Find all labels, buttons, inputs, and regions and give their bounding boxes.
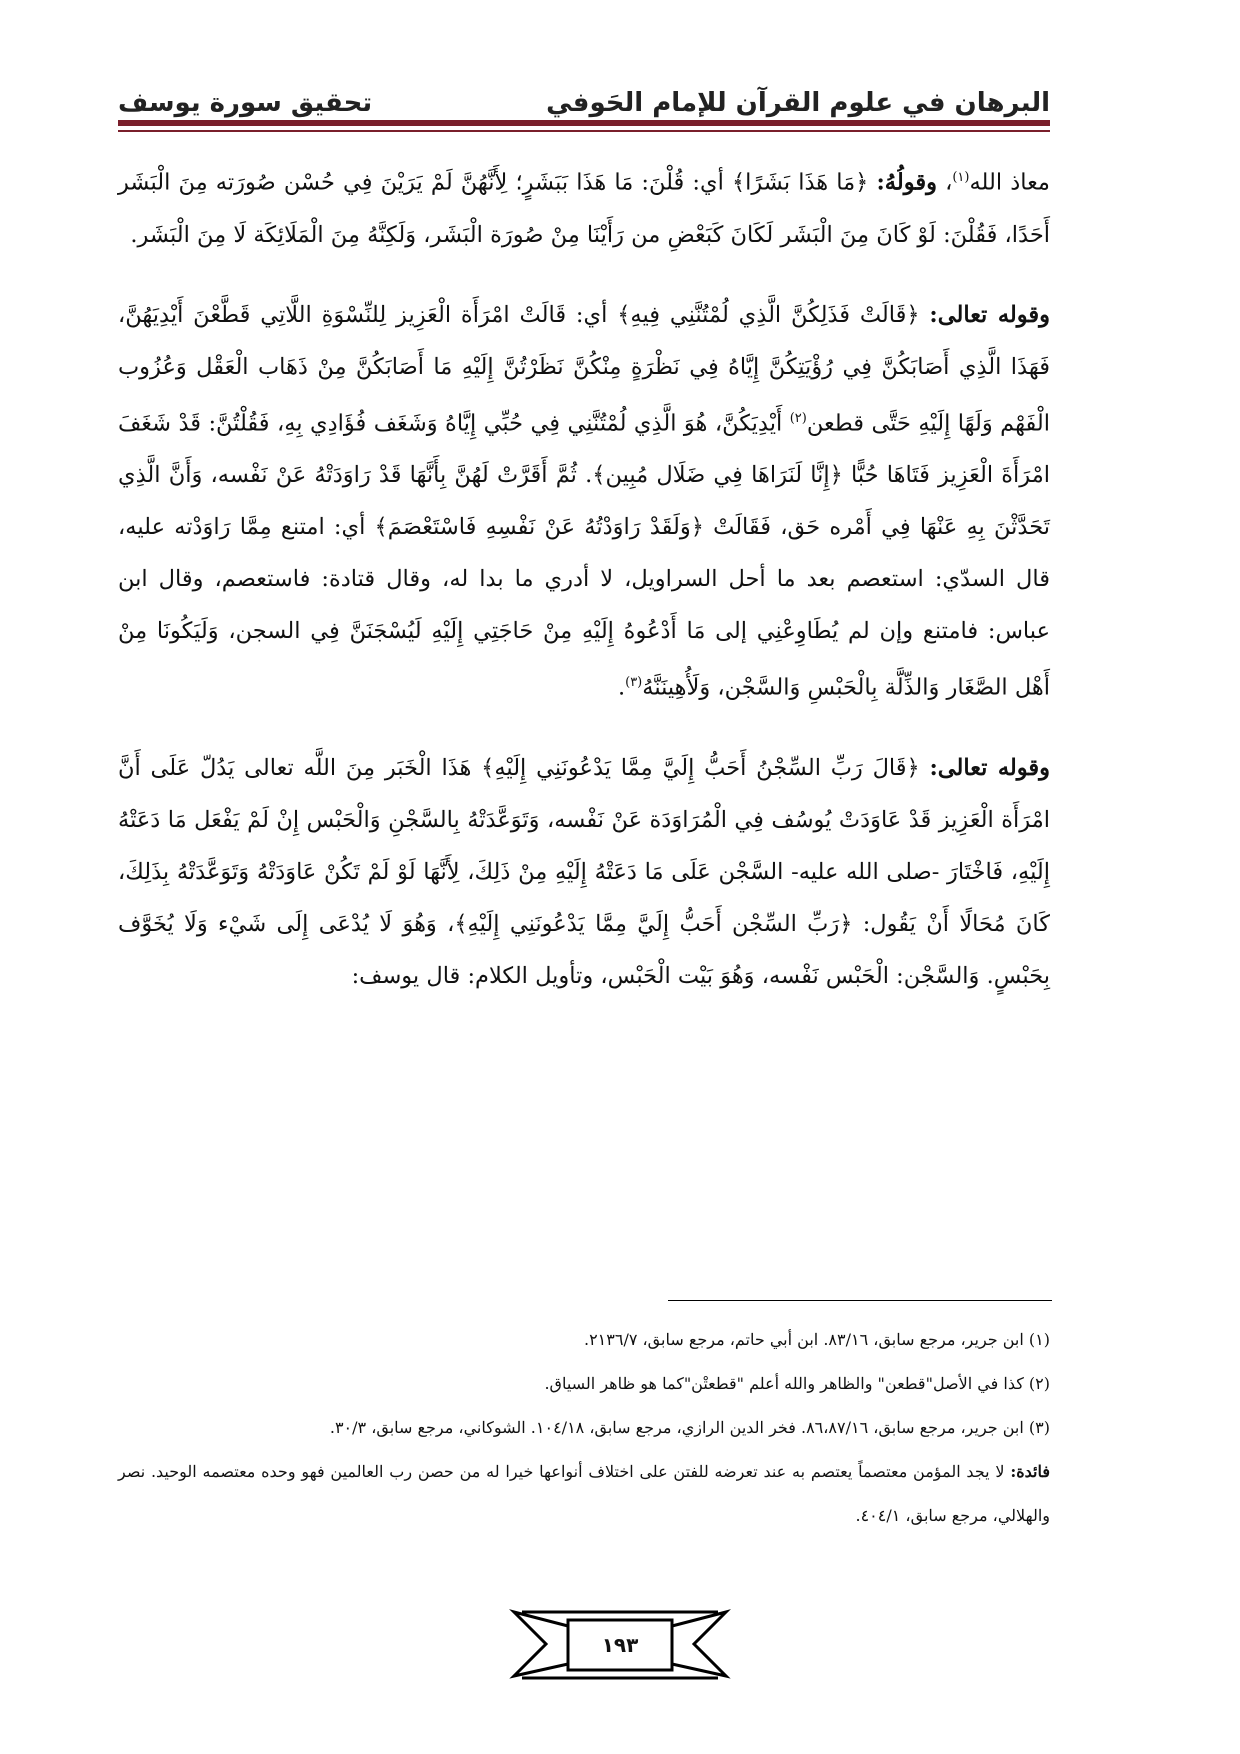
footnote-ref[interactable]: (٣)	[625, 675, 643, 690]
footnote-benefit	[118, 1450, 1050, 1538]
footnote-ref[interactable]: (١)	[952, 170, 970, 185]
verse-lead: وقولُهُ:	[876, 169, 937, 196]
paragraph-2	[118, 289, 1050, 714]
paragraph-text: ،	[936, 169, 953, 196]
paragraph-text: أَيْدِيَكُنَّ، هُوَ الَّذِي لُمْتُنَّنِي فِي حُبِّي إِيَّاهُ وَشَغَف فُؤَادِي بِهِ، فَقُلْتُنَّ: قَدْ شَغَفَ امْرَأَةَ الْعَزِيز فَتَاهَا حُبًّا ﴿إِنَّا لَنَرَاهَا فِي ضَلَال مُبِين﴾. ثُمَّ أَقَرَّتْ لَهُنَّ بِأَنَّهَا قَدْ رَاوَدَتْهُ عَنْ نَفْسه، وَأَنَّ الَّذِي تَحَدَّثْنَ بِهِ عَنْهَا فِي أَمْره حَق، فَقَالَتْ ﴿وَلَقَدْ رَاوَدْتُهُ عَنْ نَفْسِهِ فَاسْتَعْصَمَ﴾ أي: امتنع مِمَّا رَاوَدْته عليه، قال السدّي: استعصم بعد ما أحل السراويل، لا أدري ما بدا له، وقال قتادة: فاستعصم، وقال ابن عباس: فامتنع وإن لم يُطَاوِعْنِي إلى مَا أَدْعُوهُ إِلَيْهِ مِنْ حَاجَتِي إِلَيْهِ لَيُسْجَنَنَّ فِي السجن، وَلَيَكُونَا مِنْ أَهْل الصَّغَار وَالذِّلَّة بِالْحَبْسِ وَالسَّجْن، وَلَأُهِينَنَّهُ	[118, 410, 1050, 701]
footnote-3: (٣) ابن جرير، مرجع سابق، ٨٦،٨٧/١٦. فخر الدين الرازي، مرجع سابق، ١٠٤/١٨. الشوكاني، مرجع سابق، ٣٠/٣.	[329, 1418, 1050, 1437]
footnotes	[118, 1318, 1050, 1538]
section-title: تحقيق سورة يوسف	[118, 88, 373, 118]
paragraph-text: ﴿مَا هَذَا بَشَرًا﴾ أي: قُلْنَ: مَا هَذَا بَبَشَرٍ؛ لِأَنَّهُنَّ لَمْ يَرَيْنَ فِي حُسْن صُورَته مِنَ الْبَشَر أَحَدًا، فَقُلْنَ: لَوْ كَانَ مِنَ الْبَشَر لَكَانَ كَبَعْضِ من رَأَيْنَا مِنْ صُورَة الْبَشَر، وَلَكِنَّهُ مِنَ الْمَلَائِكَة لَا مِنَ الْبَشَر.	[118, 169, 1050, 248]
footnote-1: (١) ابن جرير، مرجع سابق، ٨٣/١٦. ابن أبي حاتم، مرجع سابق، ٢١٣٦/٧.	[583, 1330, 1050, 1349]
paragraph-text: ﴿قَالَ رَبِّ السِّجْنُ أَحَبُّ إِلَيَّ مِمَّا يَدْعُونَنِي إِلَيْهِ﴾ هَذَا الْخَبَر مِنَ اللَّه تعالى يَدُلّ عَلَى أَنَّ امْرَأَة الْعَزِيز قَدْ عَاوَدَتْ يُوسُف فِي الْمُرَاوَدَة عَنْ نَفْسه، وَتَوَعَّدَتْهُ بِالسَّجْنِ وَالْحَبْس إِنْ لَمْ يَفْعَل مَا دَعَتْهُ إِلَيْهِ، فَاخْتَارَ -صلى الله عليه- السَّجْن عَلَى مَا دَعَتْهُ إِلَيْهِ مِنْ ذَلِكَ، لِأَنَّهَا لَوْ لَمْ تَكُنْ عَاوَدَتْهُ وَتَوَعَّدَتْهُ بِذَلِكَ، كَانَ مُحَالًا أَنْ يَقُول: ﴿رَبِّ السِّجْن أَحَبُّ إِلَيَّ مِمَّا يَدْعُونَنِي إِلَيْهِ﴾، وَهُوَ لَا يُدْعَى إِلَى شَيْء وَلَا يُخَوَّف بِحَبْسٍ. وَالسَّجْن: الْحَبْس نَفْسه، وَهُوَ بَيْت الْحَبْس، وتأويل الكلام: قال يوسف:	[118, 754, 1050, 989]
book-title: البرهان في علوم القرآن للإمام الحَوفي	[546, 88, 1050, 118]
header-rule-thin	[118, 130, 1050, 132]
verse-lead: وقوله تعالى:	[929, 754, 1051, 781]
running-header	[118, 78, 1050, 118]
paragraph-text: .	[617, 674, 626, 701]
benefit-label: فائدة:	[1010, 1462, 1051, 1481]
page-number-ornament	[502, 1598, 738, 1690]
main-text	[118, 152, 1050, 1030]
paragraph-3	[118, 742, 1050, 1002]
paragraph-text: ﴿قَالَتْ فَذَلِكُنَّ الَّذِي لُمْتُنَّنِي فِيهِ﴾ أي: قَالَتْ امْرَأَة الْعَزِيز لِلنِّسْوَةِ اللَّاتِي قَطَّعْنَ أَيْدِيَهُنَّ، فَهَذَا الَّذِي أَصَابَكُنَّ فِي رُؤْيَتِكُنَّ إِيَّاهُ فِي نَظْرَةٍ مِنْكُنَّ نَظَرْتُنَّ إِلَيْهِ مَا أَصَابَكُنَّ مِنْ ذَهَاب الْعَقْل وَعُزُوب الْفَهْم وَلَهًا إِلَيْهِ حَتَّى قطعن	[118, 301, 1051, 436]
footnote-2: (٢) كذا في الأصل"قطعن" والظاهر والله أعلم "قطعتْن"كما هو ظاهر السياق.	[544, 1374, 1050, 1393]
footnote-separator	[668, 1300, 1052, 1301]
footnote-ref[interactable]: (٢)	[789, 410, 807, 426]
verse-lead: وقوله تعالى:	[929, 301, 1050, 328]
benefit-text: لا يجد المؤمن معتصماً يعتصم به عند تعرضه للفتن على اختلاف أنواعها خيرا له من حصن رب العالمين فهو وحده معتصمه الوحيد. نصر والهلالي، مرجع سابق، ٤٠٤/١.	[118, 1462, 1050, 1525]
header-rule-thick	[118, 120, 1050, 126]
paragraph-text: معاذ الله	[969, 169, 1050, 196]
page-number: ١٩٣	[601, 1633, 639, 1657]
paragraph-1	[118, 152, 1050, 261]
